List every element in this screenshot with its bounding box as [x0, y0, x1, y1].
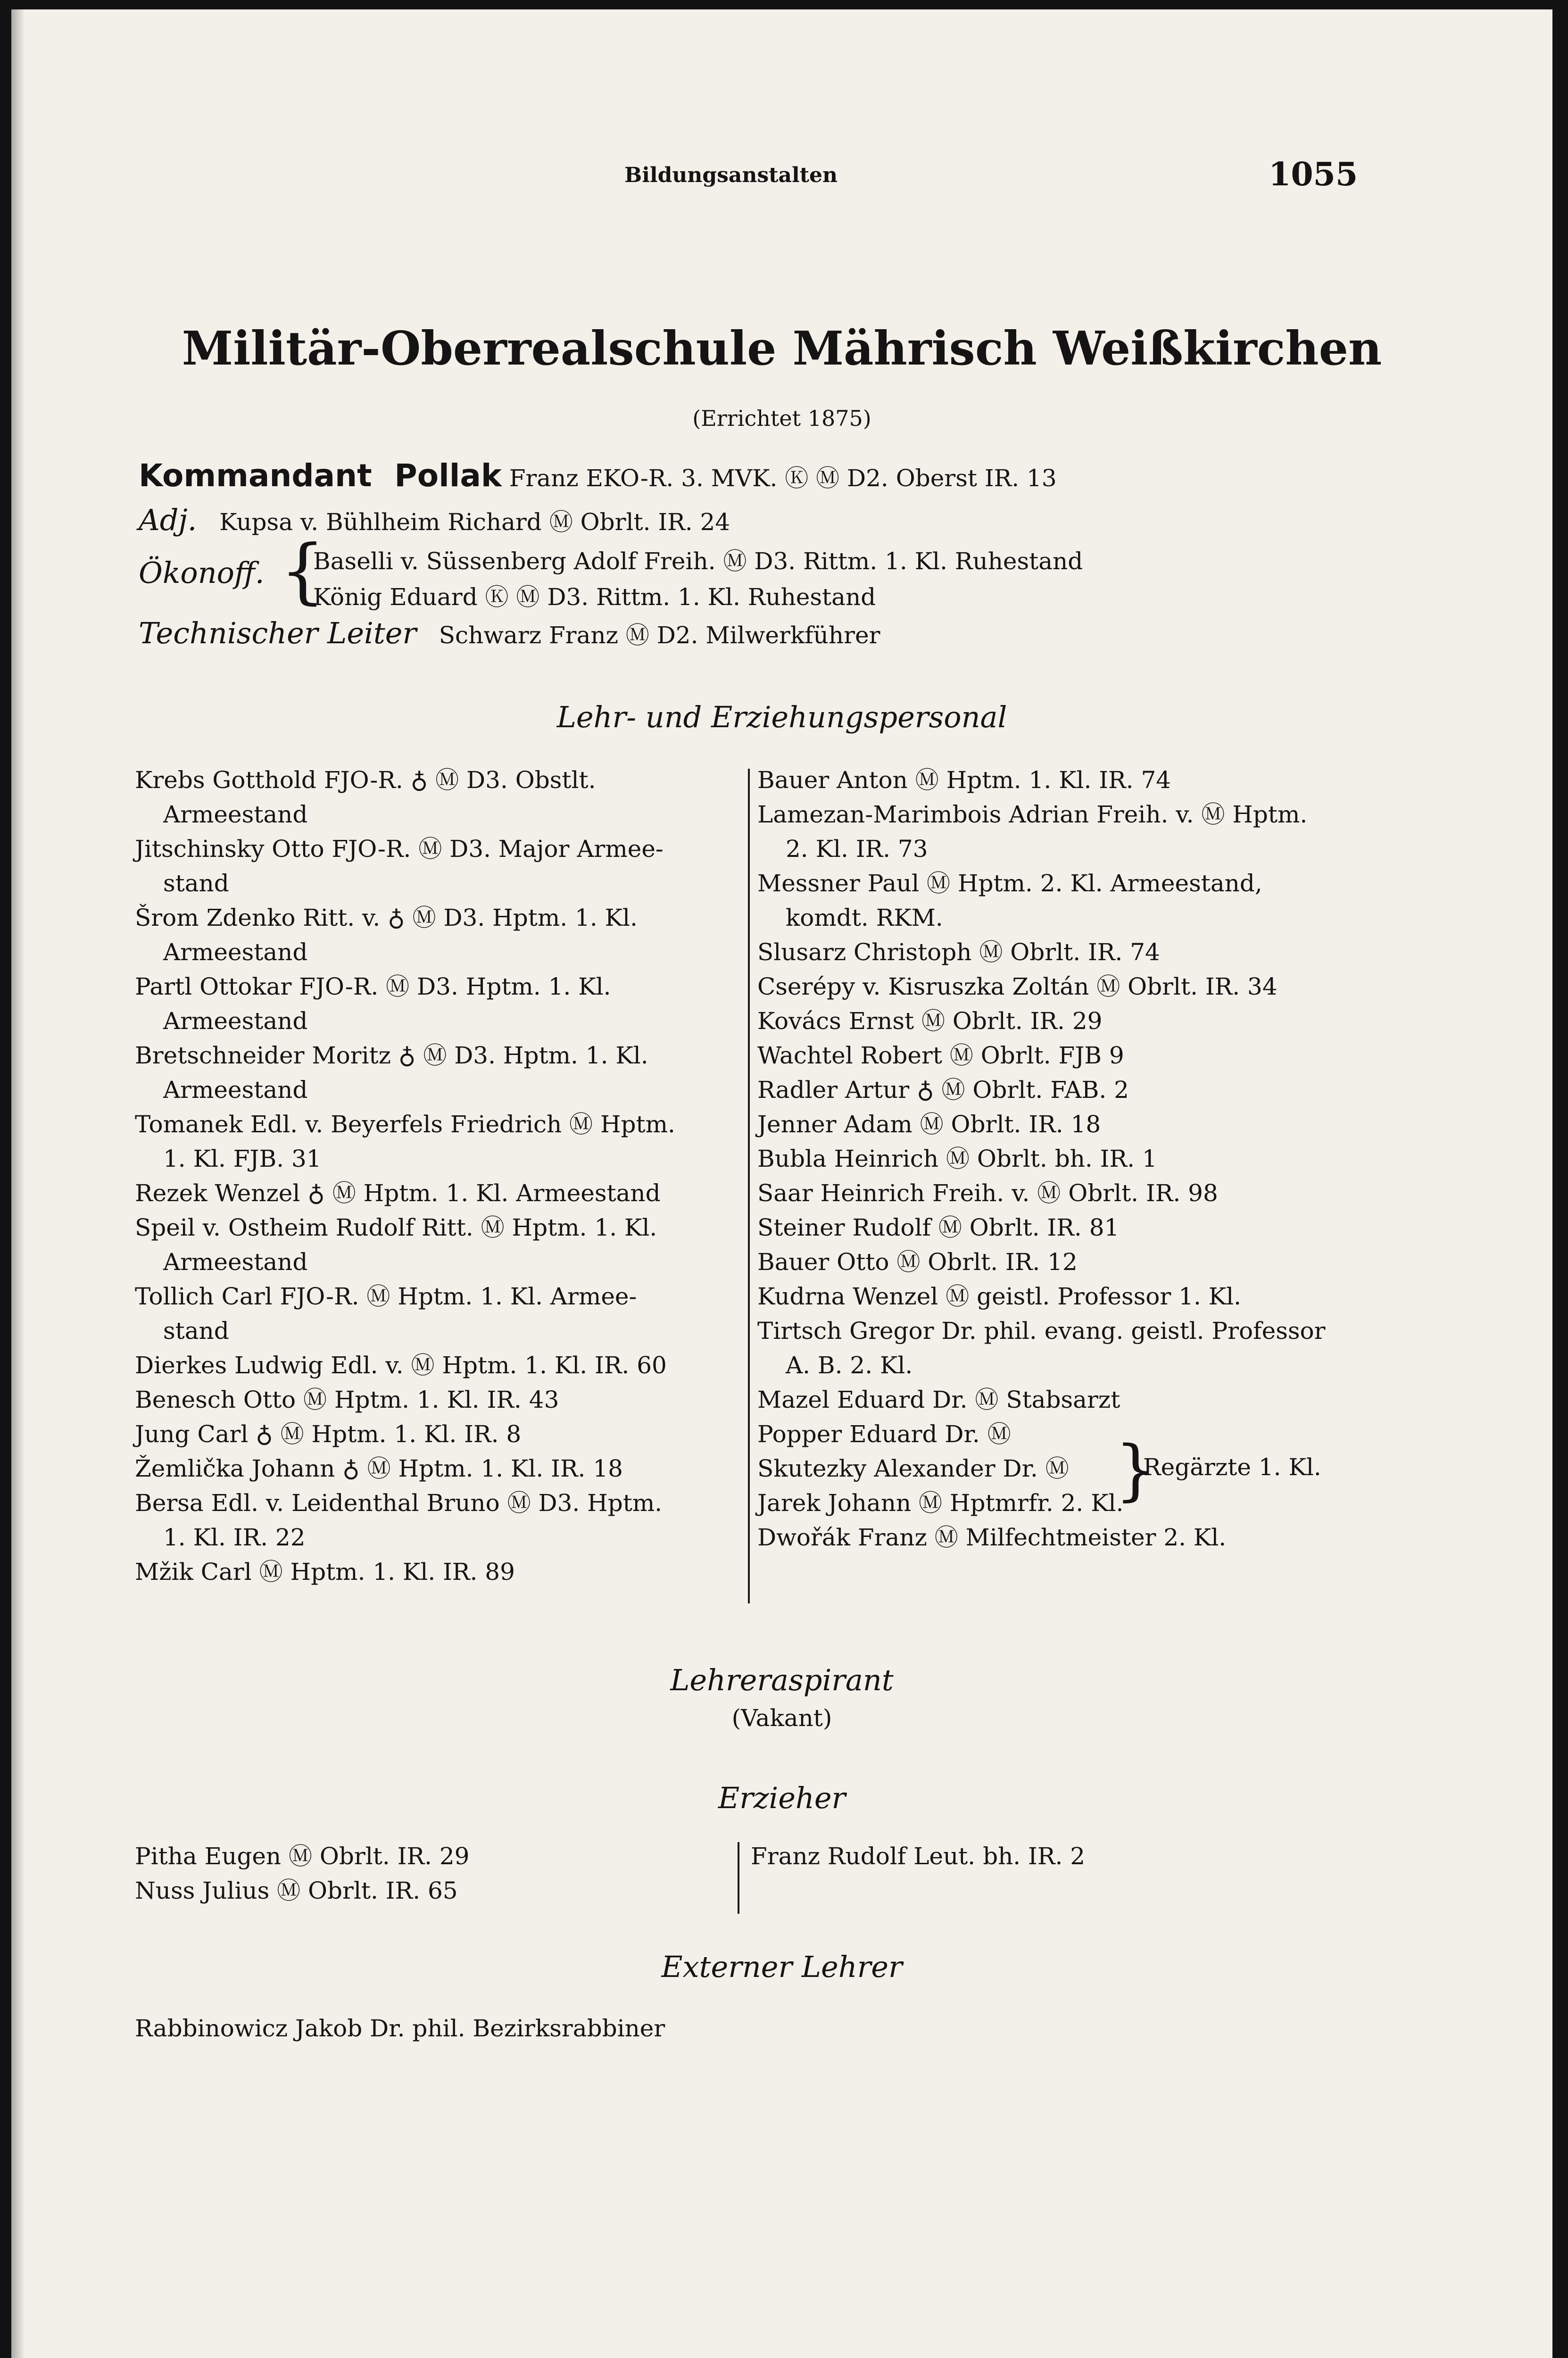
- list-item: Tomanek Edl. v. Beyerfels Friedrich Ⓜ Hptm.: [135, 1111, 675, 1138]
- list-item: Steiner Rudolf Ⓜ Obrlt. IR. 81: [757, 1214, 1120, 1241]
- page-title: Militär-Oberrealschule Mährisch Weißkirchen: [182, 322, 1382, 376]
- erzieher-right-column: [751, 1839, 1411, 1874]
- list-item: Bauer Anton Ⓜ Hptm. 1. Kl. IR. 74: [757, 766, 1171, 794]
- list-item: Armeestand: [163, 801, 308, 828]
- list-item: 1. Kl. FJB. 31: [163, 1145, 322, 1172]
- section-lehr-erziehung: Lehr- und Erziehungspersonal: [556, 700, 1007, 734]
- adj-text: Kupsa v. Bühlheim Richard Ⓜ Obrlt. IR. 24: [219, 508, 730, 536]
- section-lehreraspirant: Lehreraspirant: [670, 1663, 894, 1697]
- list-item: Armeestand: [163, 1076, 308, 1104]
- externer-lehrer-entry: Rabbinowicz Jakob Dr. phil. Bezirksrabbiner: [135, 2015, 665, 2042]
- list-item: Krebs Gotthold FJO-R. ♁ Ⓜ D3. Obstlt.: [135, 766, 596, 794]
- list-item: Jung Carl ♁ Ⓜ Hptm. 1. Kl. IR. 8: [135, 1420, 522, 1448]
- list-item: Saar Heinrich Freih. v. Ⓜ Obrlt. IR. 98: [757, 1179, 1218, 1207]
- list-item: Armeestand: [163, 938, 308, 966]
- oekonoff-label: Ökonoff.: [139, 556, 265, 590]
- lehr-right-column: [757, 763, 1427, 1555]
- adjutant-line: [139, 503, 730, 537]
- brace-icon: }: [1115, 1432, 1157, 1509]
- section-erzieher: Erzieher: [718, 1781, 846, 1815]
- brace-icon: {: [280, 530, 325, 612]
- list-item: Kovács Ernst Ⓜ Obrlt. IR. 29: [757, 1007, 1103, 1035]
- list-item: Pitha Eugen Ⓜ Obrlt. IR. 29: [135, 1843, 470, 1870]
- list-item: Benesch Otto Ⓜ Hptm. 1. Kl. IR. 43: [135, 1386, 559, 1413]
- list-item: Armeestand: [163, 1007, 308, 1035]
- list-item: Mžik Carl Ⓜ Hptm. 1. Kl. IR. 89: [135, 1558, 515, 1586]
- list-item: Skutezky Alexander Dr. Ⓜ: [757, 1455, 1069, 1482]
- list-item: Bubla Heinrich Ⓜ Obrlt. bh. IR. 1: [757, 1145, 1157, 1172]
- list-item: A. B. 2. Kl.: [786, 1352, 913, 1379]
- list-item: Armeestand: [163, 1248, 308, 1276]
- list-item: Bauer Otto Ⓜ Obrlt. IR. 12: [757, 1248, 1078, 1276]
- erzieher-left-column: [135, 1839, 724, 1908]
- lehreraspirant-vacant: (Vakant): [731, 1704, 832, 1732]
- oekonoff-line-1: Baselli v. Süssenberg Adolf Freih. Ⓜ D3. Rittm. 1. Kl. Ruhestand: [313, 548, 1083, 575]
- list-item: Radler Artur ♁ Ⓜ Obrlt. FAB. 2: [757, 1076, 1129, 1104]
- list-item: Dierkes Ludwig Edl. v. Ⓜ Hptm. 1. Kl. IR. 60: [135, 1352, 667, 1379]
- list-item: Šrom Zdenko Ritt. v. ♁ Ⓜ D3. Hptm. 1. Kl.: [135, 904, 638, 931]
- list-item: Speil v. Ostheim Rudolf Ritt. Ⓜ Hptm. 1. Kl.: [135, 1214, 657, 1241]
- tech-label: Technischer Leiter: [139, 616, 417, 650]
- lehr-left-column: [135, 763, 743, 1589]
- list-item: 2. Kl. IR. 73: [786, 835, 928, 863]
- adj-label: Adj.: [139, 503, 197, 537]
- kommandant-label: Kommandant: [139, 457, 372, 494]
- list-item: Mazel Eduard Dr. Ⓜ Stabsarzt: [757, 1386, 1120, 1413]
- technical-leader-line: [139, 616, 880, 650]
- list-item: stand: [163, 870, 229, 897]
- list-item: Lamezan-Marimbois Adrian Freih. v. Ⓜ Hptm.: [757, 801, 1308, 828]
- list-item: Kudrna Wenzel Ⓜ geistl. Professor 1. Kl.: [757, 1283, 1242, 1310]
- list-item: Messner Paul Ⓜ Hptm. 2. Kl. Armeestand,: [757, 870, 1262, 897]
- list-item: Popper Eduard Dr. Ⓜ: [757, 1420, 1011, 1448]
- list-item: Bretschneider Moritz ♁ Ⓜ D3. Hptm. 1. Kl.: [135, 1042, 648, 1069]
- list-item: Dwořák Franz Ⓜ Milfechtmeister 2. Kl.: [757, 1524, 1227, 1551]
- list-item: Žemlička Johann ♁ Ⓜ Hptm. 1. Kl. IR. 18: [135, 1455, 623, 1482]
- kommandant-details: Franz EKO-R. 3. MVK. Ⓚ Ⓜ D2. Oberst IR. 13: [509, 465, 1057, 492]
- kommandant-line: [139, 457, 1057, 494]
- running-header: Bildungsanstalten: [624, 163, 838, 187]
- list-item: Bersa Edl. v. Leidenthal Bruno Ⓜ D3. Hptm.: [135, 1489, 663, 1517]
- section-externer-lehrer: Externer Lehrer: [661, 1950, 903, 1984]
- list-item: Jitschinsky Otto FJO-R. Ⓜ D3. Major Armee-: [135, 835, 664, 863]
- list-item: Partl Ottokar FJO-R. Ⓜ D3. Hptm. 1. Kl.: [135, 973, 611, 1000]
- list-item: Jarek Johann Ⓜ Hptmrfr. 2. Kl.: [757, 1489, 1124, 1517]
- document-page: [11, 9, 1552, 2358]
- list-item: Tollich Carl FJO-R. Ⓜ Hptm. 1. Kl. Armee-: [135, 1283, 637, 1310]
- oekonoff-line-2: König Eduard Ⓚ Ⓜ D3. Rittm. 1. Kl. Ruhestand: [313, 583, 876, 611]
- list-item: Rezek Wenzel ♁ Ⓜ Hptm. 1. Kl. Armeestand: [135, 1179, 661, 1207]
- column-divider: [738, 1842, 739, 1914]
- list-item: komdt. RKM.: [786, 904, 943, 931]
- list-item: Tirtsch Gregor Dr. phil. evang. geistl. Professor: [757, 1317, 1326, 1345]
- column-divider: [748, 769, 750, 1603]
- list-item: Franz Rudolf Leut. bh. IR. 2: [751, 1843, 1086, 1870]
- kommandant-name: Pollak: [394, 457, 502, 494]
- page-number: 1055: [1269, 156, 1358, 193]
- founding-note: (Errichtet 1875): [692, 406, 871, 431]
- list-item: 1. Kl. IR. 22: [163, 1524, 306, 1551]
- list-item: Nuss Julius Ⓜ Obrlt. IR. 65: [135, 1877, 458, 1904]
- list-item: Slusarz Christoph Ⓜ Obrlt. IR. 74: [757, 938, 1160, 966]
- list-item: Jenner Adam Ⓜ Obrlt. IR. 18: [757, 1111, 1101, 1138]
- tech-text: Schwarz Franz Ⓜ D2. Milwerkführer: [439, 622, 880, 649]
- list-item: Wachtel Robert Ⓜ Obrlt. FJB 9: [757, 1042, 1124, 1069]
- list-item: Cserépy v. Kisruszka Zoltán Ⓜ Obrlt. IR. 34: [757, 973, 1278, 1000]
- list-item: stand: [163, 1317, 229, 1345]
- regaerzte-label: Regärzte 1. Kl.: [1143, 1453, 1321, 1481]
